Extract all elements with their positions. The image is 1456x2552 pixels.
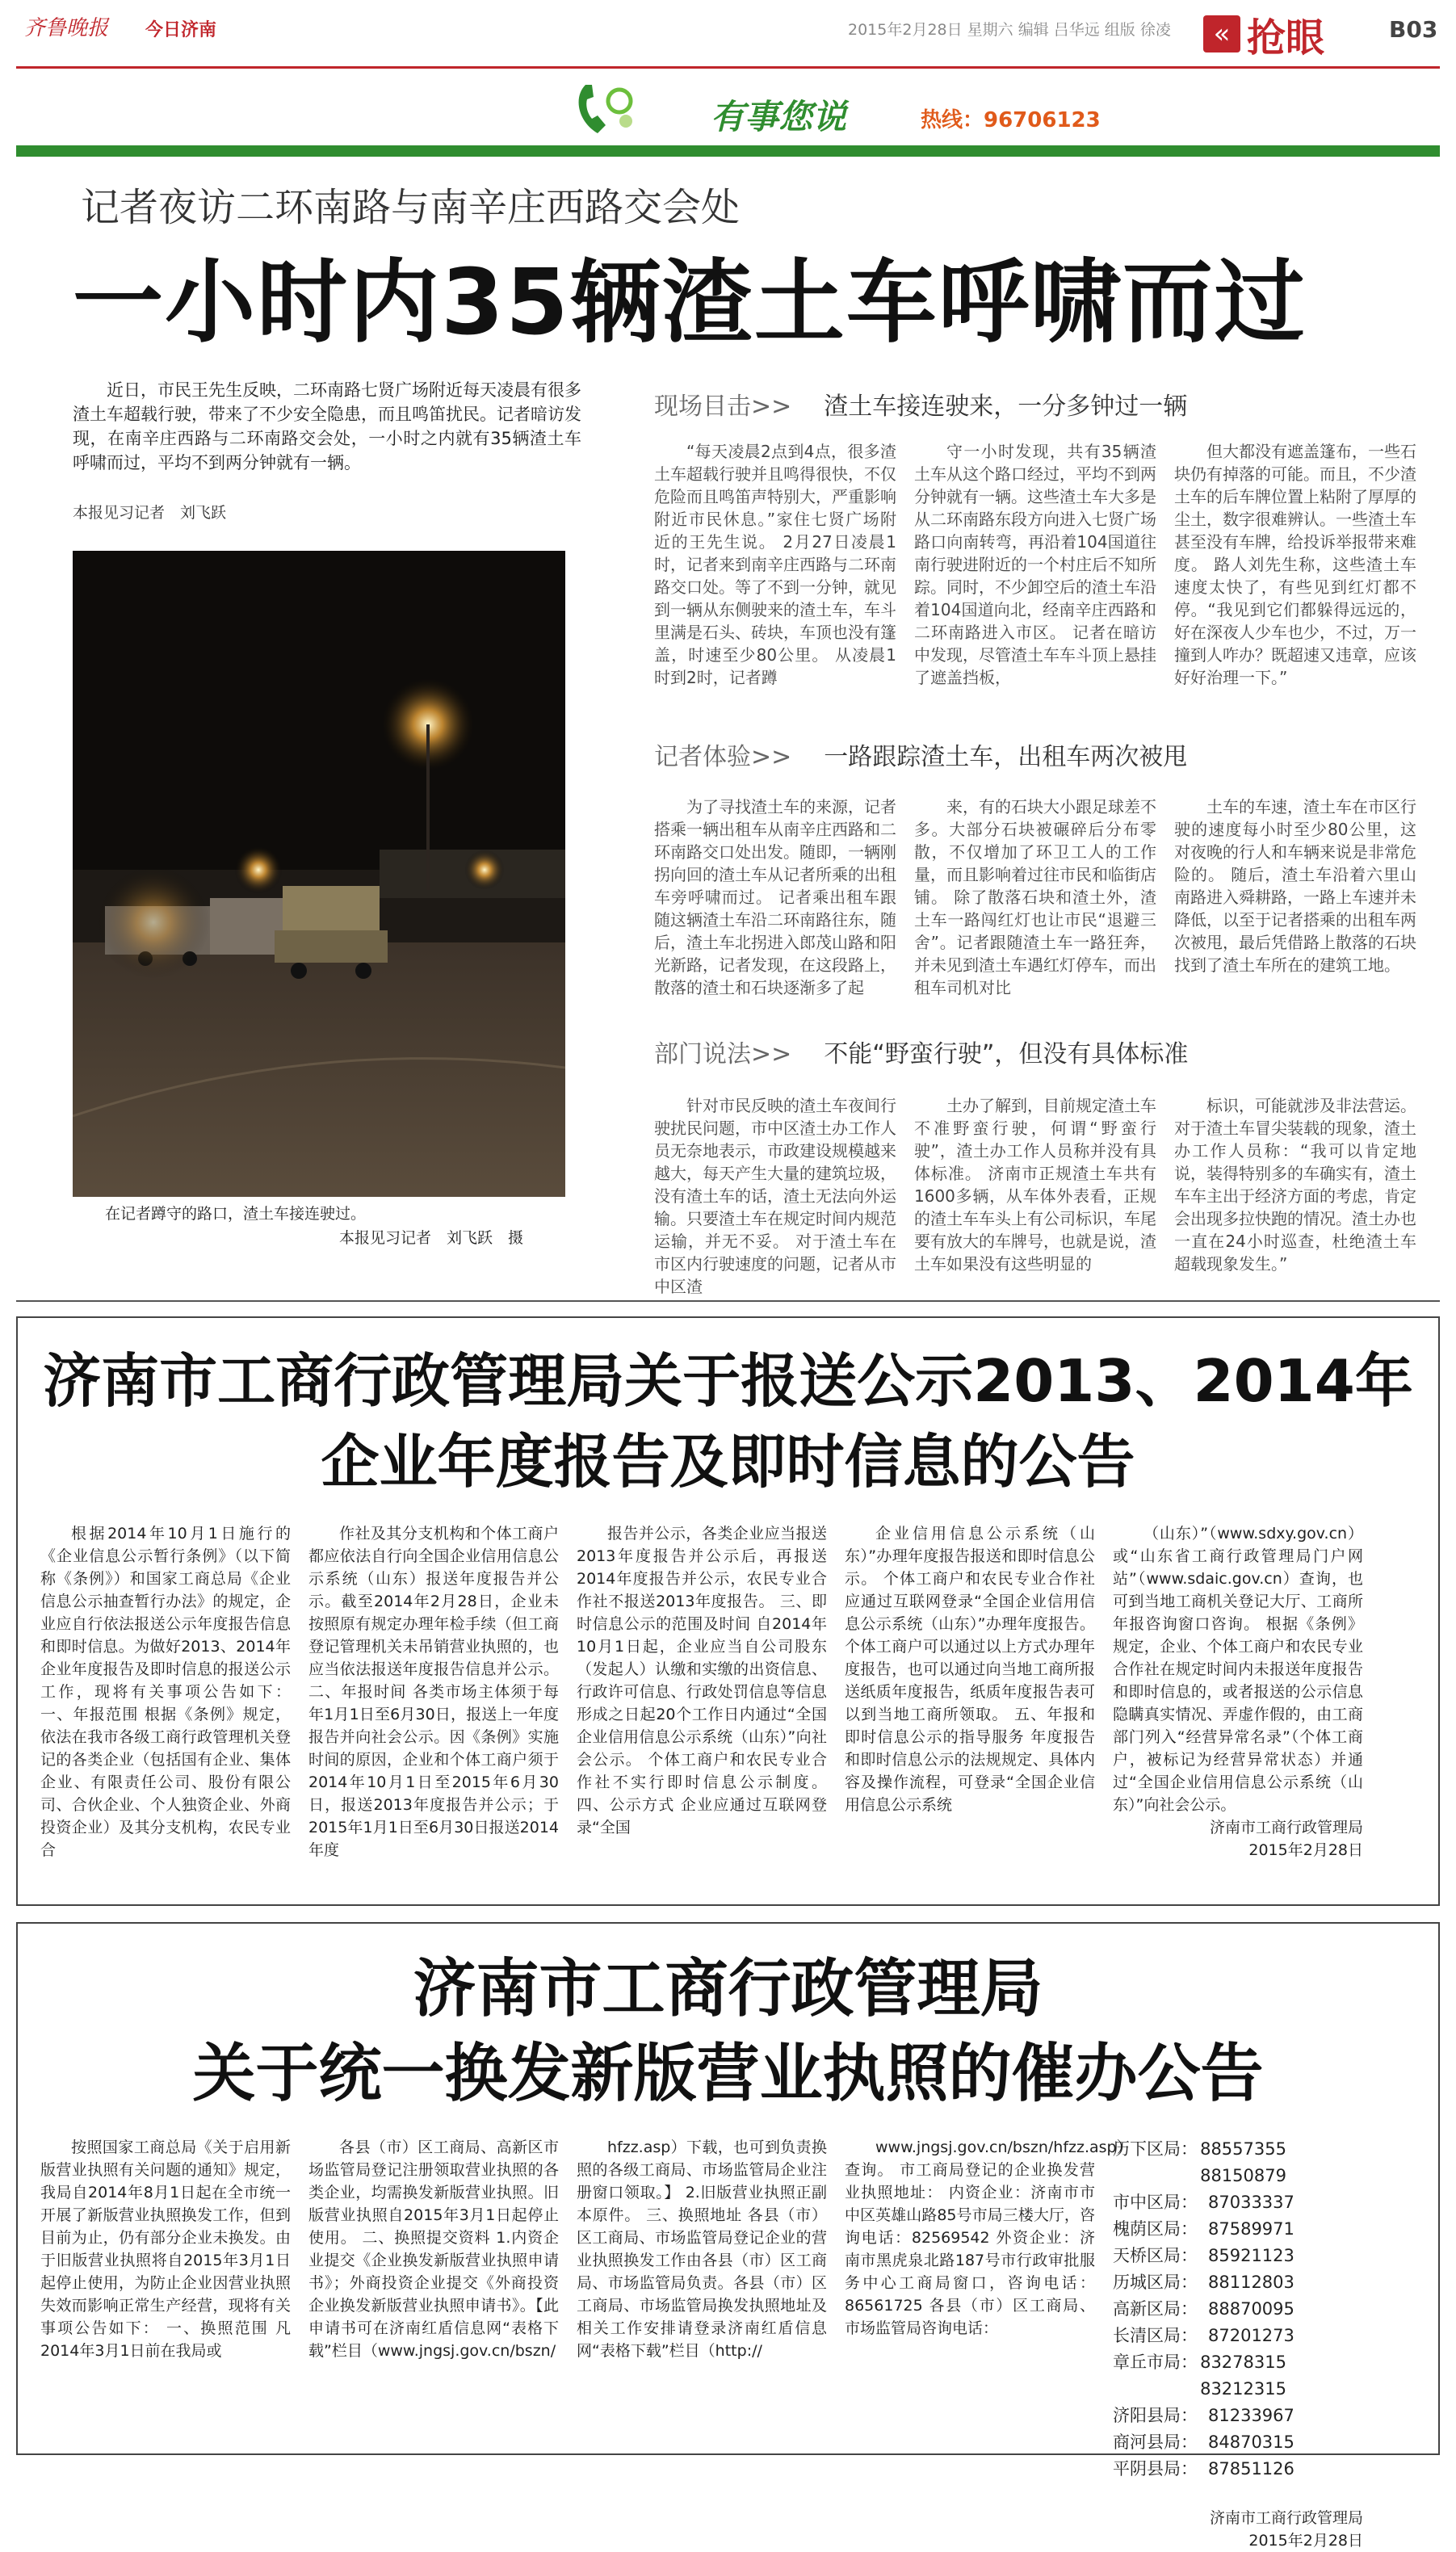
green-banner-bar	[16, 145, 1440, 157]
section-body-department	[654, 1094, 1416, 1298]
text-column: 土车的车速，渣土车在市区行驶的速度每小时至少80公里，这对夜晚的行人和车辆来说是非常危险的。 随后，渣土车沿着六里山南路进入舜耕路，一路上车速并未降低，以至于记者搭乘的出租车两次被甩，最后凭借路上散落的石块找到了渣土车所在的建筑工地。	[1174, 797, 1416, 975]
section-title: 一路跟踪渣土车，出租车两次被甩	[824, 743, 1188, 771]
office-phone: 81233967	[1208, 2406, 1294, 2425]
page-number: B03	[1389, 16, 1438, 43]
photo-credit: 本报见习记者 刘飞跃 摄	[339, 1229, 524, 1247]
column-title: 有事您说	[711, 97, 847, 136]
phone-row	[1113, 2296, 1363, 2323]
newspaper-logo: 齐鲁晚报	[24, 16, 109, 40]
phone-row	[1113, 2349, 1363, 2403]
article-headline: 一小时内35辆渣土车呼啸而过	[73, 250, 1307, 355]
office-name: 章丘市局：	[1113, 2353, 1198, 2372]
phone-list	[1113, 2136, 1363, 2552]
notice-annual-report-body	[40, 1522, 1363, 1862]
notice-date: 2015年2月28日	[1248, 1841, 1363, 1859]
section-heading-on-scene	[654, 386, 1187, 422]
notice-signature: 济南市工商行政管理局	[1209, 2509, 1363, 2527]
phone-row	[1113, 2216, 1363, 2243]
phone-row	[1113, 2403, 1363, 2429]
office-phone: 87851126	[1208, 2459, 1294, 2479]
article-subtitle: 记者夜访二环南路与南辛庄西路交会处	[81, 185, 741, 230]
notice-column: 报告并公示，各类企业应当报送2013年度报告并公示后，再报送2014年度报告并公示，农民专业合作社不报送2013年度报告。 三、即时信息公示的范围及时间 自2014年10月1日起，企业应当自公司股东（发起人）认缴和实缴的出资信息、行政许可信息、行政处罚信息等信息形成之日起20个工作日内通过“全国企业信用信息公示系统（山东）”向社会公示。 个体工商户和农民专业合作社不实行即时信息公示制度。 四、公示方式 企业应通过互联网登录“全国	[577, 1525, 827, 1836]
office-phone: 87589971	[1208, 2219, 1294, 2239]
section-label: 部门说法>>	[654, 1040, 792, 1068]
notice-column: hfzz.asp）下载，也可到负责换照的各级工商局、市场监管局企业注册窗口领取。】 2.旧版营业执照正副本原件。 三、换照地址 各县（市）区工商局、市场监管局登记企业的营业执照换发工作由各县（市）区工商局、市场监管局负责。各县（市）区工商局、市场监管局换发执照地址及相关工作安排请登录济南红盾信息网“表格下载”栏目（http://	[577, 2139, 827, 2360]
news-photo-night-trucks	[73, 551, 565, 1197]
office-name: 济阳县局：	[1113, 2406, 1198, 2425]
section-heading-department	[654, 1034, 1188, 1069]
text-column: 针对市民反映的渣土车夜间行驶扰民问题，市中区渣土办工作人员无奈地表示，市政建设规模越来越大，每天产生大量的建筑垃圾，没有渣土车的话，渣土无法向外运输。只要渣土车在规定时间内规范运输，并无不妥。 对于渣土车在市区内行驶速度的问题，记者从市中区渣	[654, 1096, 896, 1296]
double-chevron-icon: «	[1203, 15, 1240, 52]
notice-license-title-line2: 关于统一换发新版营业执照的催办公告	[192, 2038, 1264, 2110]
notice-license-body	[40, 2136, 1363, 2552]
article-lead: 近日，市民王先生反映，二环南路七贤广场附近每天凌晨有很多渣土车超载行驶，带来了不少安全隐患，而且鸣笛扰民。记者暗访发现，在南辛庄西路与二环南路交会处，一小时之内就有35辆渣土车呼啸而过，平均不到两分钟就有一辆。	[73, 380, 581, 472]
phone-row	[1113, 2136, 1363, 2189]
office-name: 市中区局：	[1113, 2193, 1198, 2212]
office-name: 天桥区局：	[1113, 2246, 1198, 2265]
text-column: 但大都没有遮盖篷布，一些石块仍有掉落的可能。而且，不少渣土车的后车牌位置上粘附了厚厚的尘土，数字很难辨认。一些渣土车甚至没有车牌，给投诉举报带来难度。 路人刘先生称，这些渣土车速度太快了，有些见到红灯都不停。“我见到它们都躲得远远的，好在深夜人少车也少，不过，万一撞到人咋办？既超速又违章，应该好好治理一下。”	[1174, 442, 1416, 687]
section-body-on-scene	[654, 440, 1416, 689]
office-phone: 85921123	[1208, 2246, 1294, 2265]
section-name: 今日济南	[145, 20, 217, 40]
office-phone: 88870095	[1208, 2299, 1294, 2319]
office-phone: 87201273	[1208, 2326, 1294, 2345]
section-title: 渣土车接连驶来，一分多钟过一辆	[824, 392, 1188, 421]
notice-column	[1113, 1522, 1363, 1862]
notice-date: 2015年2月28日	[1248, 2532, 1363, 2550]
notice-column: 企业信用信息公示系统（山东）”办理年度报告报送和即时信息公示。 个体工商户和农民专业合作社应通过互联网登录“全国企业信用信息公示系统（山东）”办理年度报告。 个体工商户可以通过以上方式办理年度报告，也可以通过向当地工商所报送纸质年度报告，纸质年度报告表可以到当地工商所领取。 五、年报和即时信息公示的指导服务 年度报告和即时信息公示的法规规定、具体内容及操作流程，可登录“全国企业信用信息公示系统	[845, 1525, 1095, 1814]
phone-row	[1113, 2456, 1363, 2483]
notice-column: 各县（市）区工商局、高新区市场监管局登记注册领取营业执照的各类企业，均需换发新版营业执照。旧版营业执照自2015年3月1日起停止使用。 二、换照提交资料 1.内资企业提交《企业换发新版营业执照申请书》；外商投资企业提交《外商投资企业换发新版营业执照申请书》。【此申请书可在济南红盾信息网“表格下载”栏目（www.jngsj.gov.cn/bszn/	[308, 2139, 559, 2360]
phone-row	[1113, 2189, 1363, 2216]
office-phone: 87033337	[1208, 2193, 1294, 2212]
office-phone: 88557355 88150879	[1200, 2139, 1286, 2185]
office-name: 商河县局：	[1113, 2432, 1198, 2452]
notice-signature: 济南市工商行政管理局	[1209, 1819, 1363, 1836]
text-column: 标识，可能就涉及非法营运。 对于渣土车冒尖装载的现象，渣土办工作人员称：“我可以肯定地说，装得特别多的车确实有，渣土车车主出于经济方面的考虑，肯定会出现多拉快跑的情况。渣土办也一直在24小时巡查，杜绝渣土车超载现象发生。”	[1174, 1096, 1416, 1274]
phone-row	[1113, 2269, 1363, 2296]
section-heading-reporter-experience	[654, 737, 1187, 772]
office-phone: 84870315	[1208, 2432, 1294, 2452]
text-column: “每天凌晨2点到4点，很多渣土车超载行驶并且鸣得很快，不仅危险而且鸣笛声特别大，严重影响附近市民休息。”家住七贤广场附近的王先生说。 2月27日凌晨1时，记者来到南辛庄西路与二环南路交口处。等了不到一分钟，就见到一辆从东侧驶来的渣土车，车斗里满是石头、砖块，车顶也没有篷盖，时速至少80公里。 从凌晨1时到2时，记者蹲	[654, 442, 896, 687]
text-column: 来，有的石块大小跟足球差不多。大部分石块被碾碎后分布零散，不仅增加了环卫工人的工作量，而且影响着过往市民和临街店铺。 除了散落石块和渣土外，渣土车一路闯红灯也让市民“退避三舍”。记者跟随渣土车一路狂奔，并未见到渣土车遇红灯停车，而出租车司机对比	[914, 797, 1156, 997]
photo-caption: 在记者蹲守的路口，渣土车接连驶过。	[105, 1205, 367, 1223]
office-name: 高新区局：	[1113, 2299, 1198, 2319]
office-name: 槐荫区局：	[1113, 2219, 1198, 2239]
article-divider	[16, 1300, 1440, 1302]
date-editor-info: 2015年2月28日 星期六 编辑 吕华远 组版 徐凌	[848, 21, 1171, 39]
telephone-icon	[569, 77, 642, 141]
header-divider	[16, 66, 1440, 69]
office-name: 平阴县局：	[1113, 2459, 1198, 2479]
phone-row	[1113, 2323, 1363, 2349]
article-byline: 本报见习记者 刘飞跃	[73, 504, 227, 522]
hotline-number: 热线：96706123	[921, 108, 1101, 132]
office-phone: 88112803	[1208, 2273, 1294, 2292]
phone-row	[1113, 2429, 1363, 2456]
notice-license-title-line1: 济南市工商行政管理局	[413, 1953, 1043, 2025]
text-column: 为了寻找渣土车的来源，记者搭乘一辆出租车从南辛庄西路和二环南路交口处出发。随即，一辆刚拐向回的渣土车从记者所乘的出租车旁呼啸而过。 记者乘出租车跟随这辆渣土车沿二环南路往东，随后，渣土车北拐进入郎茂山路和阳光新路，记者发现，在这段路上，散落的渣土和石块逐渐多了起	[654, 797, 896, 997]
section-title: 不能“野蛮行驶”，但没有具体标准	[824, 1040, 1189, 1068]
section-label: 现场目击>>	[654, 392, 792, 421]
column-tag	[1203, 5, 1324, 63]
notice-column: www.jngsj.gov.cn/bszn/hfzz.asp）查询。 市工商局登记的企业换发营业执照地址： 内资企业：济南市市中区英雄山路85号市局三楼大厅，咨询电话：82569542 外资企业：济南市黑虎泉北路187号市行政审批服务中心工商局窗口，咨询电话：86561725 各县（市）区工商局、市场监管局咨询电话：	[845, 2139, 1132, 2337]
text-column: 土办了解到，目前规定渣土车不准野蛮行驶，何谓“野蛮行驶”，渣土办工作人员称并没有具体标准。 济南市正规渣土车共有1600多辆，从车体外表看，正规的渣土车车头上有公司标识，车尾要有放大的车牌号，也就是说，渣土车如果没有这些明显的	[914, 1096, 1156, 1274]
section-label: 记者体验>>	[654, 743, 792, 771]
office-name: 历城区局：	[1113, 2273, 1198, 2292]
office-name: 历下区局：	[1113, 2139, 1198, 2159]
column-tag-label: 抢眼	[1247, 15, 1325, 61]
notice-column: 根据2014年10月1日施行的《企业信息公示暂行条例》（以下简称《条例》）和国家工商总局《企业信息公示抽查暂行办法》的规定，企业应自行依法报送公示年度报告信息和即时信息。为做好2013、2014年企业年度报告及即时信息的报送公示工作，现将有关事项公告如下： 一、年报范围 根据《条例》规定，依法在我市各级工商行政管理机关登记的各类企业（包括国有企业、集体企业、有限责任公司、股份有限公司、合伙企业、个人独资企业、外商投资企业）及其分支机构，农民专业合	[40, 1525, 291, 1859]
office-name: 长清区局：	[1113, 2326, 1198, 2345]
notice-column: 作社及其分支机构和个体工商户都应依法自行向全国企业信用信息公示系统（山东）报送年度报告并公示。截至2014年2月28日，企业未按照原有规定办理年检手续（但工商登记管理机关未吊销营业执照的，也应当依法报送年度报告信息并公示。 二、年报时间 各类市场主体须于每年1月1日至6月30日，报送上一年度报告并向社会公示。因《条例》实施时间的原因，企业和个体工商户须于2014年10月1日至2015年6月30日，报送2013年度报告并公示；于2015年1月1日至6月30日报送2014年度	[308, 1525, 559, 1859]
notice-column: 按照国家工商总局《关于启用新版营业执照有关问题的通知》规定，我局自2014年8月1日起在全市统一开展了新版营业执照换发工作，但到目前为止，仍有部分企业未换发。由于旧版营业执照将自2015年3月1日起停止使用，为防止企业因营业执照失效而影响正常生产经营，现将有关事项公告如下： 一、换照范围 凡2014年3月1日前在我局或	[40, 2139, 291, 2360]
notice-text: （山东）”（www.sdxy.gov.cn）或“山东省工商行政管理局门户网站”（www.sdaic.gov.cn）查询，也可到当地工商机关登记大厅、工商所年报咨询窗口咨询。 根据《条例》规定，企业、个体工商户和农民专业合作社在规定时间内未报送年度报告和即时信息的，或者报送的公示信息隐瞒真实情况、弄虚作假的，由工商部门列入“经营异常名录”（个体工商户，被标记为经营异常状态）并通过“全国企业信用信息公示系统（山东）”向社会公示。	[1113, 1525, 1363, 1814]
notice-annual-report-title: 济南市工商行政管理局关于报送公示2013、2014年企业年度报告及即时信息的公告	[43, 1347, 1413, 1496]
office-phone: 83278315 83212315	[1200, 2353, 1286, 2399]
text-column: 守一小时发现，共有35辆渣土车从这个路口经过，平均不到两分钟就有一辆。这些渣土车大多是从二环南路东段方向进入七贤广场路口向南转弯，再沿着104国道往南行驶进附近的一个村庄后不知所踪。同时，不少卸空后的渣土车沿着104国道向北，经南辛庄西路和二环南路进入市区。 记者在暗访中发现，尽管渣土车车斗顶上悬挂了遮盖挡板，	[914, 442, 1156, 687]
phone-row	[1113, 2243, 1363, 2269]
section-body-reporter-experience	[654, 795, 1416, 999]
